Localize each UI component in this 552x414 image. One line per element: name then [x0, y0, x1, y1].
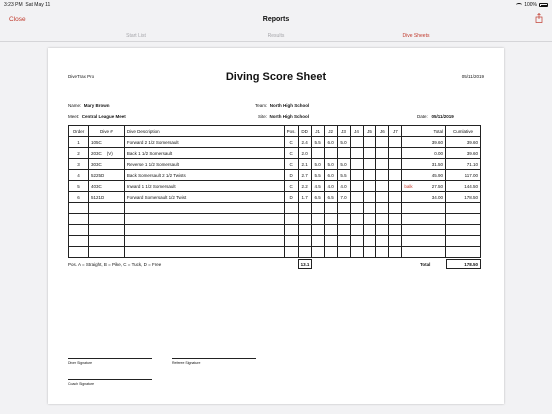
table-cell	[402, 247, 446, 258]
table-cell	[389, 170, 402, 181]
table-cell	[298, 214, 311, 225]
table-cell	[350, 203, 363, 214]
table-cell	[284, 236, 298, 247]
dive-code: 105C	[90, 139, 102, 145]
table-cell	[376, 236, 389, 247]
table-cell	[88, 170, 124, 181]
nav-bar	[0, 10, 552, 28]
table-cell	[88, 181, 124, 192]
table-cell: C	[284, 159, 298, 170]
table-cell	[284, 247, 298, 258]
table-cell	[124, 203, 284, 214]
dive-code: 303C	[90, 161, 102, 167]
table-cell: Forward 2 1/2 Somersault	[124, 137, 284, 148]
tab-start-list[interactable]: Start List	[126, 33, 146, 39]
table-cell	[402, 236, 446, 247]
dive-total: 0.00	[434, 150, 444, 156]
table-cell	[69, 247, 89, 258]
table-cell: 71.10	[446, 159, 481, 170]
table-cell	[88, 159, 124, 170]
table-cell	[350, 225, 363, 236]
table-row	[69, 170, 481, 181]
position-legend: Pos. A = Straight, B = Pike, C = Tuck, D = Free	[68, 262, 162, 267]
table-cell	[324, 203, 337, 214]
table-cell	[88, 203, 124, 214]
table-cell	[376, 137, 389, 148]
table-cell: 39.60	[446, 137, 481, 148]
close-button[interactable]: Close	[9, 15, 26, 23]
table-cell	[88, 225, 124, 236]
table-cell: 5.5	[311, 137, 324, 148]
col-cumulative: Cumlative	[446, 126, 481, 137]
table-cell	[324, 247, 337, 258]
signature-line	[172, 358, 256, 359]
table-cell	[124, 225, 284, 236]
table-cell	[402, 170, 446, 181]
table-cell	[88, 247, 124, 258]
dive-code: 5121D	[90, 194, 105, 200]
table-cell	[402, 214, 446, 225]
diver-signature	[68, 358, 152, 365]
table-cell	[446, 203, 481, 214]
table-row-empty	[69, 247, 481, 258]
battery-icon	[539, 3, 548, 7]
table-cell: 2.4	[298, 137, 311, 148]
table-cell	[363, 203, 376, 214]
table-cell	[88, 214, 124, 225]
team-name: North High School	[269, 103, 310, 108]
table-cell: C	[284, 137, 298, 148]
table-cell: Forward Somersault 1/2 Twist	[124, 192, 284, 203]
table-cell: 39.60	[446, 148, 481, 159]
nav-title: Reports	[262, 15, 290, 23]
coach-signature-label: Coach Signature	[68, 382, 95, 386]
table-cell	[376, 148, 389, 159]
brand-label: DiveTrax Pro	[68, 74, 95, 79]
status-time: 3:23 PM	[4, 2, 23, 8]
status-date: Sat May 11	[25, 2, 51, 8]
table-cell	[389, 192, 402, 203]
table-cell	[363, 192, 376, 203]
table-cell	[363, 236, 376, 247]
date-value: 05/11/2019	[431, 114, 454, 119]
dive-total: 39.60	[431, 139, 444, 145]
table-cell	[376, 225, 389, 236]
table-cell	[350, 236, 363, 247]
table-row	[69, 181, 481, 192]
table-cell	[389, 159, 402, 170]
col-dd: DD	[298, 126, 311, 137]
table-cell	[311, 214, 324, 225]
table-cell	[363, 181, 376, 192]
table-cell	[446, 247, 481, 258]
table-cell	[69, 225, 89, 236]
col-j4: J4	[350, 126, 363, 137]
balk-note: balk	[404, 183, 413, 189]
table-cell	[124, 214, 284, 225]
dd-sum: 13.1	[298, 259, 312, 269]
table-cell	[350, 159, 363, 170]
table-cell	[337, 236, 350, 247]
site-label: Site:	[258, 114, 268, 119]
table-cell: 5.5	[311, 170, 324, 181]
score-table	[68, 125, 481, 258]
score-table-body	[69, 137, 481, 258]
dive-total: 34.00	[431, 194, 444, 200]
diver-name: Mary Brown	[83, 103, 110, 108]
table-cell	[337, 214, 350, 225]
signature-line	[68, 379, 152, 380]
table-cell	[88, 236, 124, 247]
name-label: Name:	[68, 103, 82, 108]
table-cell	[311, 203, 324, 214]
table-cell	[324, 236, 337, 247]
status-bar	[0, 0, 552, 10]
referee-signature-label: Referee Signature	[172, 361, 201, 365]
table-cell	[337, 203, 350, 214]
table-cell	[88, 148, 124, 159]
col-total: Total	[402, 126, 446, 137]
coach-signature	[68, 379, 152, 386]
table-cell	[402, 203, 446, 214]
wifi-icon	[516, 3, 522, 7]
tab-results[interactable]: Results	[267, 33, 285, 39]
table-cell	[350, 148, 363, 159]
status-time-date	[4, 2, 516, 8]
col-j3: J3	[337, 126, 350, 137]
table-cell	[350, 247, 363, 258]
table-cell	[402, 225, 446, 236]
table-cell: 5.0	[311, 159, 324, 170]
table-cell: D	[284, 192, 298, 203]
table-cell	[446, 214, 481, 225]
table-cell	[376, 203, 389, 214]
table-cell: 5.0	[337, 159, 350, 170]
dive-code: 403C	[90, 183, 102, 189]
dive-code: 203C	[90, 150, 102, 156]
table-cell	[350, 170, 363, 181]
grand-total-label: Total	[420, 262, 431, 267]
table-cell	[350, 137, 363, 148]
table-cell: 6.5	[324, 192, 337, 203]
table-cell: 1.7	[298, 192, 311, 203]
table-cell: 2	[69, 148, 89, 159]
col-j1: J1	[311, 126, 324, 137]
table-cell	[389, 214, 402, 225]
table-cell	[311, 247, 324, 258]
table-cell	[298, 203, 311, 214]
table-cell	[311, 236, 324, 247]
table-cell: Back 1 1/2 Somersault	[124, 148, 284, 159]
table-cell	[311, 148, 324, 159]
team-info	[255, 103, 309, 108]
meet-name: Central League Meet	[81, 114, 126, 119]
share-icon[interactable]	[535, 13, 543, 23]
table-cell	[69, 236, 89, 247]
table-cell	[402, 192, 446, 203]
table-cell: 4.0	[337, 181, 350, 192]
segmented-tabs	[0, 30, 552, 42]
table-cell: 3	[69, 159, 89, 170]
referee-signature	[172, 358, 256, 365]
table-cell: 2.1	[298, 159, 311, 170]
table-cell	[389, 225, 402, 236]
table-cell	[298, 225, 311, 236]
table-cell	[389, 236, 402, 247]
col-dive-number: Dive #	[88, 126, 124, 137]
table-cell	[402, 148, 446, 159]
tab-dive-sheets[interactable]: Dive Sheets	[402, 33, 430, 39]
table-cell: Reverse 1 1/2 Somersault	[124, 159, 284, 170]
table-cell	[363, 247, 376, 258]
table-cell	[350, 181, 363, 192]
table-cell	[363, 159, 376, 170]
table-cell: 144.50	[446, 181, 481, 192]
table-cell	[69, 203, 89, 214]
table-cell	[363, 170, 376, 181]
table-cell: 4.5	[311, 181, 324, 192]
table-cell	[446, 225, 481, 236]
table-cell: 1	[69, 137, 89, 148]
table-cell	[376, 170, 389, 181]
table-cell: D	[284, 170, 298, 181]
grand-total-value: 178.50	[446, 259, 481, 269]
table-cell	[376, 192, 389, 203]
table-row-empty	[69, 214, 481, 225]
date-label: Date:	[417, 114, 428, 119]
table-cell: C	[284, 148, 298, 159]
table-cell: 2.7	[298, 170, 311, 181]
table-cell: Inward 1 1/2 Somersault	[124, 181, 284, 192]
table-cell: 2.2	[298, 181, 311, 192]
table-cell	[350, 192, 363, 203]
table-cell	[376, 181, 389, 192]
table-cell	[402, 181, 446, 192]
table-cell	[376, 159, 389, 170]
date-info	[417, 114, 454, 119]
table-cell	[376, 214, 389, 225]
table-row-empty	[69, 236, 481, 247]
document-title: Diving Score Sheet	[225, 71, 327, 83]
dive-total: 27.50	[431, 183, 444, 189]
table-cell	[389, 181, 402, 192]
table-cell: 5.5	[337, 170, 350, 181]
col-order: Order	[69, 126, 89, 137]
table-cell	[284, 225, 298, 236]
name-info	[68, 103, 110, 108]
table-cell: 7.0	[337, 192, 350, 203]
dive-total: 31.50	[431, 161, 444, 167]
table-cell	[402, 159, 446, 170]
col-j6: J6	[376, 126, 389, 137]
table-row	[69, 159, 481, 170]
table-row	[69, 148, 481, 159]
table-cell	[298, 247, 311, 258]
table-cell: 5.0	[324, 159, 337, 170]
table-cell	[446, 236, 481, 247]
table-cell	[389, 247, 402, 258]
table-cell	[324, 214, 337, 225]
table-cell	[88, 192, 124, 203]
score-sheet-document	[48, 48, 504, 404]
table-header-row	[69, 126, 481, 137]
site-name: North High School	[269, 114, 310, 119]
table-cell	[337, 148, 350, 159]
table-cell	[389, 137, 402, 148]
table-cell: 5.0	[337, 137, 350, 148]
battery-percent: 100%	[524, 2, 537, 8]
table-cell	[324, 225, 337, 236]
dive-code: 5225D	[90, 172, 105, 178]
table-cell	[124, 236, 284, 247]
col-j2: J2	[324, 126, 337, 137]
table-row-empty	[69, 225, 481, 236]
table-cell	[363, 214, 376, 225]
document-date: 05/11/2019	[461, 74, 484, 79]
table-cell	[389, 203, 402, 214]
table-cell	[337, 225, 350, 236]
col-description: Dive Description	[124, 126, 284, 137]
table-cell	[311, 225, 324, 236]
table-row	[69, 137, 481, 148]
table-cell: 4.0	[324, 181, 337, 192]
table-cell: 117.00	[446, 170, 481, 181]
table-cell: 2.0	[298, 148, 311, 159]
table-cell: 6	[69, 192, 89, 203]
table-row	[69, 192, 481, 203]
signature-line	[68, 358, 152, 359]
col-position: Pos.	[284, 126, 298, 137]
table-cell	[363, 137, 376, 148]
table-cell	[124, 247, 284, 258]
diver-signature-label: Diver Signature	[68, 361, 93, 365]
table-cell	[363, 148, 376, 159]
table-cell: 6.5	[311, 192, 324, 203]
table-cell	[298, 236, 311, 247]
table-cell	[350, 214, 363, 225]
table-cell	[284, 203, 298, 214]
table-cell	[88, 137, 124, 148]
dive-total: 45.90	[431, 172, 444, 178]
meet-label: Meet:	[68, 114, 80, 119]
table-cell: 4	[69, 170, 89, 181]
table-cell: 6.0	[324, 137, 337, 148]
col-j5: J5	[363, 126, 376, 137]
table-cell: 5	[69, 181, 89, 192]
table-row-empty	[69, 203, 481, 214]
site-info	[258, 114, 309, 119]
meet-info	[68, 114, 126, 119]
table-cell	[324, 148, 337, 159]
table-cell	[376, 247, 389, 258]
table-cell	[284, 214, 298, 225]
team-label: Team:	[255, 103, 268, 108]
table-cell: 6.0	[324, 170, 337, 181]
table-cell: Back Somersault 2 1/2 Twists	[124, 170, 284, 181]
table-cell	[402, 137, 446, 148]
table-cell	[69, 214, 89, 225]
dive-tag: (V)	[106, 150, 113, 156]
table-cell	[337, 247, 350, 258]
table-cell	[389, 148, 402, 159]
table-cell: C	[284, 181, 298, 192]
col-j7: J7	[389, 126, 402, 137]
table-cell	[363, 225, 376, 236]
table-cell: 178.50	[446, 192, 481, 203]
status-right	[516, 2, 548, 8]
